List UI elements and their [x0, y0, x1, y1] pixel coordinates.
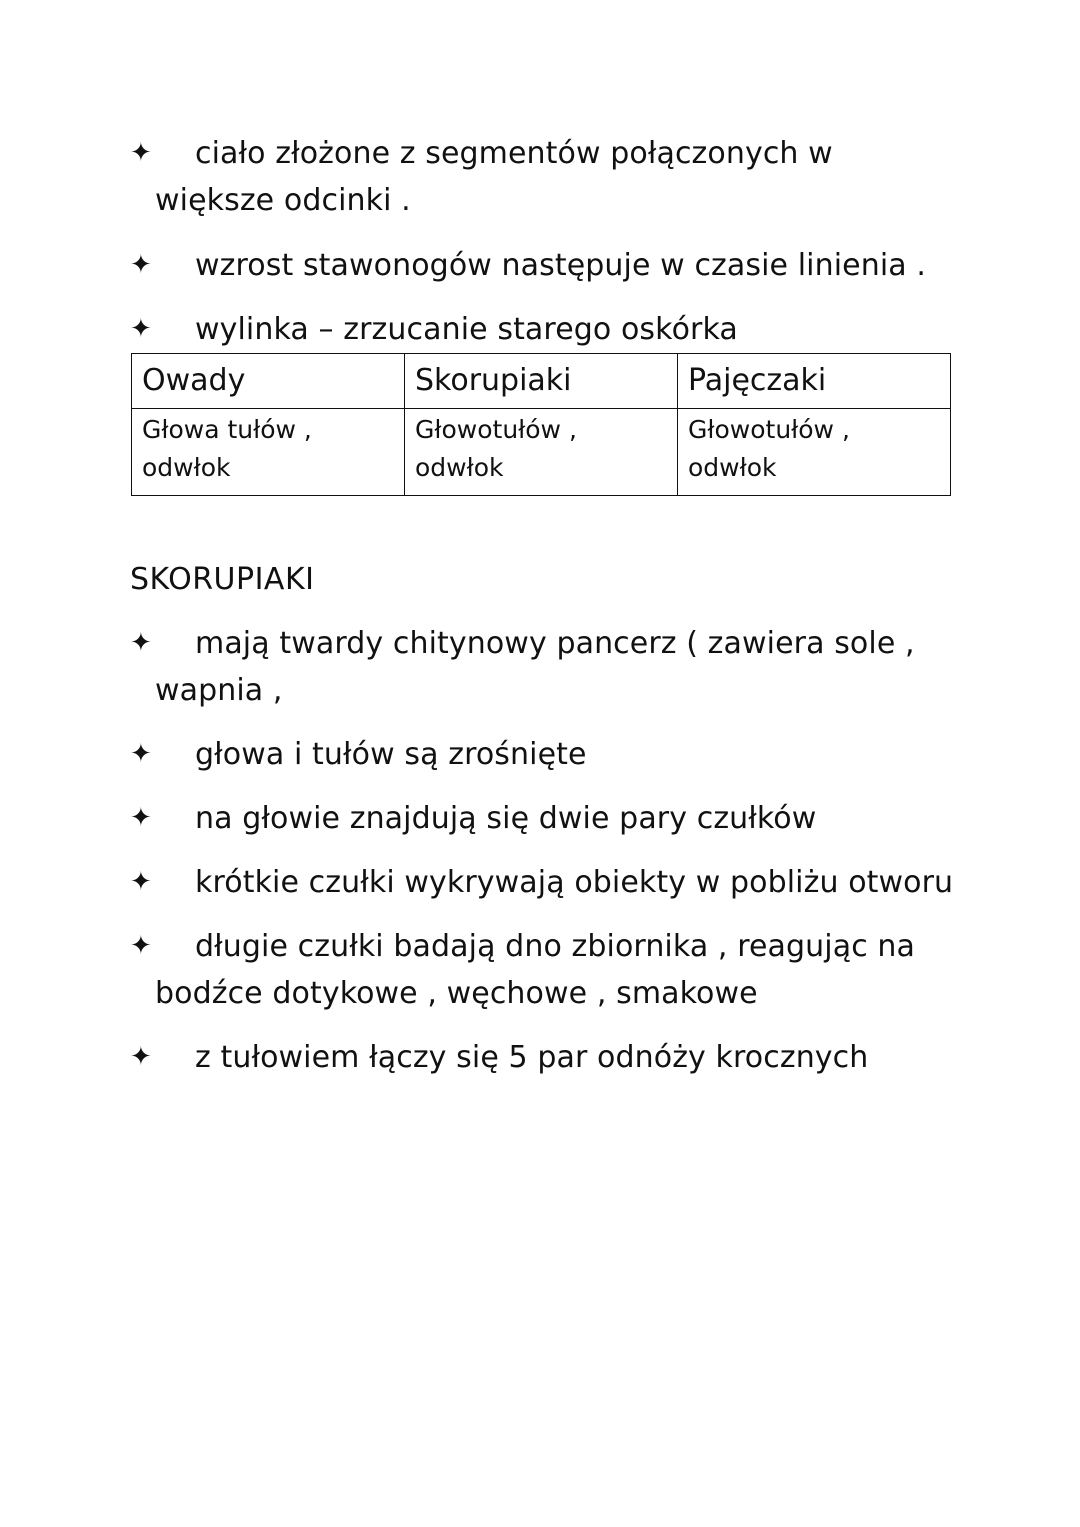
- star-bullet-icon: ✦: [130, 250, 152, 280]
- section-bullet-item: [130, 731, 955, 778]
- bullet-text: z tułowiem łączy się 5 par odnóży krocznych: [195, 1040, 869, 1075]
- cell-line: Głowa tułów ,: [142, 415, 312, 444]
- star-bullet-icon: ✦: [130, 138, 152, 168]
- star-bullet-icon: ✦: [130, 803, 152, 833]
- cell-line: odwłok: [142, 453, 231, 482]
- intro-bullet-item: [130, 130, 955, 224]
- star-bullet-icon: ✦: [130, 867, 152, 897]
- section-title: SKORUPIAKI: [130, 562, 315, 597]
- cell-line: odwłok: [415, 453, 504, 482]
- bullet-text: ciało złożone z segmentów połączonych w większe odcinki .: [155, 136, 833, 218]
- bullet-text: długie czułki badają dno zbiornika , reagując na bodźce dotykowe , węchowe , smakowe: [155, 929, 916, 1011]
- section-bullet-item: [130, 1034, 955, 1081]
- comparison-table: [131, 353, 951, 496]
- star-bullet-icon: ✦: [130, 1042, 152, 1072]
- cell-line: Głowotułów ,: [415, 415, 577, 444]
- section-bullet-item: [130, 923, 955, 1017]
- table-header-cell: Skorupiaki: [405, 354, 678, 409]
- star-bullet-icon: ✦: [130, 739, 152, 769]
- star-bullet-icon: ✦: [130, 628, 152, 658]
- bullet-text: na głowie znajdują się dwie pary czułków: [195, 801, 817, 836]
- table-cell: [678, 409, 951, 496]
- bullet-text: wzrost stawonogów następuje w czasie linienia .: [195, 248, 927, 283]
- section-bullet-item: [130, 859, 955, 906]
- intro-bullet-item: [130, 306, 955, 353]
- section-bullet-item: [130, 795, 955, 842]
- star-bullet-icon: ✦: [130, 931, 152, 961]
- table-header-cell: Pajęczaki: [678, 354, 951, 409]
- bullet-text: krótkie czułki wykrywają obiekty w pobliżu otworu: [195, 865, 954, 900]
- table-cell: [405, 409, 678, 496]
- table-cell: [132, 409, 405, 496]
- intro-bullet-item: [130, 242, 955, 289]
- cell-line: odwłok: [688, 453, 777, 482]
- intro-bullet-list: [130, 130, 955, 370]
- section-bullet-item: [130, 620, 955, 714]
- star-bullet-icon: ✦: [130, 314, 152, 344]
- cell-line: Głowotułów ,: [688, 415, 850, 444]
- table-row: [132, 409, 951, 496]
- table-header-row: [132, 354, 951, 409]
- table-header-cell: Owady: [132, 354, 405, 409]
- section-bullet-list: [130, 620, 955, 1098]
- bullet-text: głowa i tułów są zrośnięte: [195, 737, 587, 772]
- bullet-text: mają twardy chitynowy pancerz ( zawiera sole , wapnia ,: [155, 626, 915, 708]
- bullet-text: wylinka – zrzucanie starego oskórka: [195, 312, 738, 347]
